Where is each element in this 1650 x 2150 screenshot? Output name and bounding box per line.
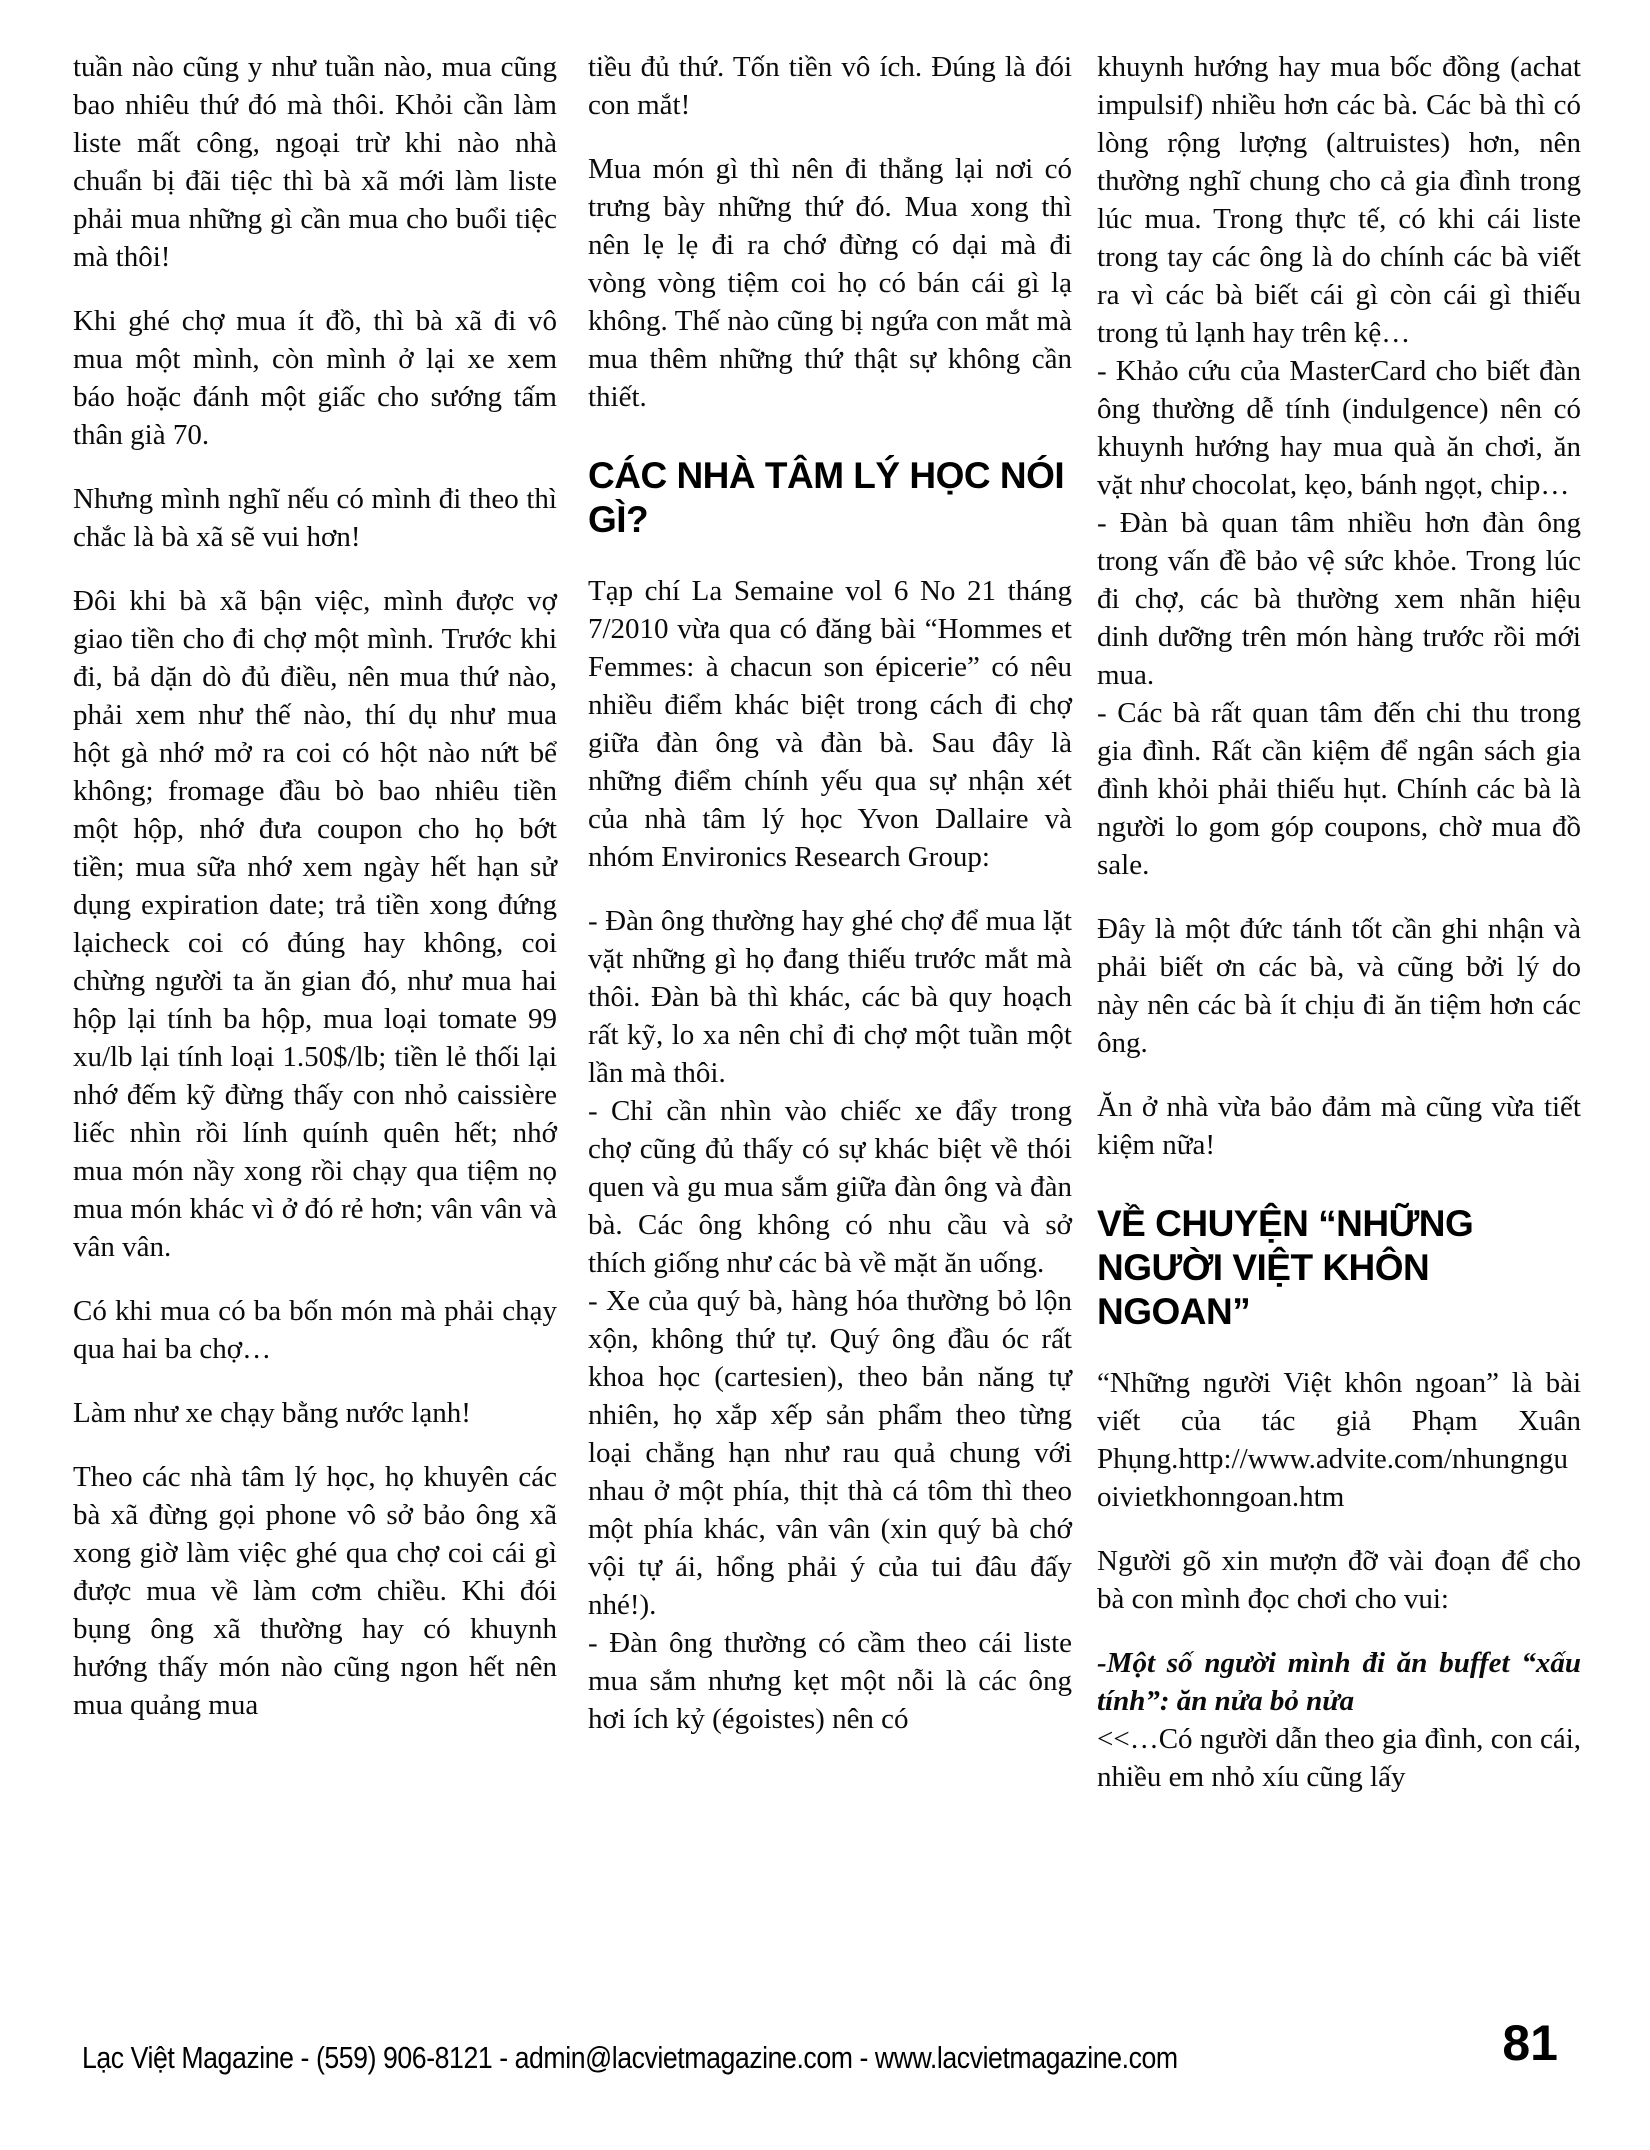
- list-paragraph: - Đàn bà quan tâm nhiều hơn đàn ông trong vấn đề bảo vệ sức khỏe. Trong lúc đi chợ, các bà thường xem nhãn hiệu dinh dưỡng trên món hàng trước rồi mới mua.: [1097, 507, 1581, 691]
- section-heading-psychologists: CÁC NHÀ TÂM LÝ HỌC NÓI GÌ?: [588, 455, 1065, 540]
- body-paragraph: Làm như xe chạy bằng nước lạnh!: [73, 1397, 471, 1429]
- body-paragraph: Người gõ xin mượn đỡ vài đoạn để cho bà con mình đọc chơi cho vui:: [1097, 1545, 1581, 1615]
- body-paragraph: <<…Có người dẫn theo gia đình, con cái, nhiều em nhỏ xíu cũng lấy: [1097, 1723, 1581, 1793]
- list-paragraph: - Chỉ cần nhìn vào chiếc xe đẩy trong chợ cũng đủ thấy có sự khác biệt về thói quen và gu mua sắm giữa đàn ông và đàn bà. Các ông không có nhu cầu và sở thích giống như các bà về mặt ăn uống.: [588, 1095, 1072, 1279]
- subtitle-bold-italic: -Một số người mình đi ăn buffet “xấu tính”: ăn nửa bỏ nửa: [1097, 1647, 1581, 1717]
- text-column-1: [73, 48, 557, 1724]
- list-paragraph: - Đàn ông thường hay ghé chợ để mua lặt vặt những gì họ đang thiếu trước mắt mà thôi. Đàn bà thì khác, các bà quy hoạch rất kỹ, lo xa nên chỉ đi chợ một tuần một lần mà thôi.: [588, 905, 1072, 1089]
- body-paragraph: Ăn ở nhà vừa bảo đảm mà cũng vừa tiết kiệm nữa!: [1097, 1091, 1581, 1161]
- body-paragraph: Theo các nhà tâm lý học, họ khuyên các bà xã đừng gọi phone vô sở bảo ông xã xong giờ làm việc ghé qua chợ coi cái gì được mua về làm cơm chiều. Khi đói bụng ông xã thường hay có khuynh hướng thấy món nào cũng ngon hết nên mua quảng mua: [73, 1461, 557, 1721]
- list-paragraph: - Xe của quý bà, hàng hóa thường bỏ lộn xộn, không thứ tự. Quý ông đầu óc rất khoa học (cartesien), theo bản năng tự nhiên, họ xắp xếp sản phẩm theo từng loại chẳng hạn như rau quả chung với nhau ở một phía, thịt thà cá tôm thì theo một phía khác, vân vân (xin quý bà chớ vội tự ái, hổng phải ý của tui đâu đấy nhé!).: [588, 1285, 1072, 1621]
- list-paragraph: - Khảo cứu của MasterCard cho biết đàn ông thường dễ tính (indulgence) nên có khuynh hướng hay mua quà ăn chơi, ăn vặt như chocolat, kẹo, bánh ngọt, chip…: [1097, 355, 1581, 501]
- body-paragraph: tuần nào cũng y như tuần nào, mua cũng bao nhiêu thứ đó mà thôi. Khỏi cần làm liste mất công, ngoại trừ khi nào nhà chuẩn bị đãi tiệc thì bà xã mới làm liste phải mua những gì cần mua cho buổi tiệc mà thôi!: [73, 51, 557, 273]
- body-paragraph: Có khi mua có ba bốn món mà phải chạy qua hai ba chợ…: [73, 1295, 557, 1365]
- page-number: 81: [1502, 2015, 1558, 2071]
- body-paragraph: Khi ghé chợ mua ít đồ, thì bà xã đi vô mua một mình, còn mình ở lại xe xem báo hoặc đánh một giấc cho sướng tấm thân già 70.: [73, 305, 557, 451]
- body-paragraph: Nhưng mình nghĩ nếu có mình đi theo thì chắc là bà xã sẽ vui hơn!: [73, 483, 557, 553]
- list-paragraph: - Đàn ông thường có cầm theo cái liste mua sắm nhưng kẹt một nỗi là các ông hơi ích kỷ (égoistes) nên có: [588, 1627, 1072, 1735]
- body-paragraph: Mua món gì thì nên đi thẳng lại nơi có trưng bày những thứ đó. Mua xong thì nên lẹ lẹ đi ra chớ đừng có dại mà đi vòng vòng tiệm coi họ có bán cái gì lạ không. Thế nào cũng bị ngứa con mắt mà mua thêm những thứ thật sự không cần thiết.: [588, 153, 1072, 413]
- text-column-2: [588, 48, 1072, 1738]
- body-paragraph-with-url: “Những người Việt khôn ngoan” là bài viết của tác giả Phạm Xuân Phụng.http://www.advite.com/nhungnguoivietkhonngoan.htm: [1097, 1367, 1581, 1513]
- body-paragraph: tiều đủ thứ. Tốn tiền vô ích. Đúng là đói con mắt!: [588, 51, 1072, 121]
- body-paragraph: khuynh hướng hay mua bốc đồng (achat impulsif) nhiều hơn các bà. Các bà thì có lòng rộng lượng (altruistes) hơn, nên thường nghĩ chung cho cả gia đình trong lúc mua. Trong thực tế, có khi cái liste trong tay các ông là do chính các bà viết ra vì các bà biết cái gì còn cái gì thiếu trong tủ lạnh hay trên kệ…: [1097, 51, 1581, 349]
- body-paragraph: Đôi khi bà xã bận việc, mình được vợ giao tiền cho đi chợ một mình. Trước khi đi, bả dặn dò đủ điều, nên mua thứ nào, phải xem như thế nào, thí dụ như mua hột gà nhớ mở ra coi có hột nào nứt bể không; fromage đầu bò bao nhiêu tiền một hộp, nhớ đưa coupon cho họ bớt tiền; mua sữa nhớ xem ngày hết hạn sử dụng expiration date; trả tiền xong đứng lạicheck coi có đúng hay không, coi chừng người ta ăn gian đó, như mua hai hộp lại tính ba hộp, mua loại tomate 99 xu/lb lại tính loại 1.50$/lb; tiền lẻ thối lại nhớ đếm kỹ đừng thấy con nhỏ caissière liếc nhìn rồi lính quính quên hết; nhớ mua món nầy xong rồi chạy qua tiệm nọ mua món khác vì ở đó rẻ hơn; vân vân và vân vân.: [73, 585, 557, 1263]
- footer-contact-line: Lạc Việt Magazine - (559) 906-8121 - admin@lacvietmagazine.com - www.lacvietmagazine.com: [82, 2040, 1178, 2075]
- body-paragraph: Đây là một đức tánh tốt cần ghi nhận và phải biết ơn các bà, và cũng bởi lý do này nên các bà ít chịu đi ăn tiệm hơn các ông.: [1097, 913, 1581, 1059]
- list-paragraph: - Các bà rất quan tâm đến chi thu trong gia đình. Rất cần kiệm để ngân sách gia đình khỏi phải thiếu hụt. Chính các bà là người lo gom góp coupons, chờ mua đồ sale.: [1097, 697, 1581, 881]
- section-heading-smart-vietnamese: VỀ CHUYỆN “NHỮNG NGƯỜI VIỆT KHÔN NGOAN”: [1097, 1203, 1474, 1332]
- text-column-3: [1097, 48, 1581, 1796]
- body-paragraph: Tạp chí La Semaine vol 6 No 21 tháng 7/2010 vừa qua có đăng bài “Hommes et Femmes: à chacun son épicerie” có nêu nhiều điểm khác biệt trong cách đi chợ giữa đàn ông và đàn bà. Sau đây là những điểm chính yếu qua sự nhận xét của nhà tâm lý học Yvon Dallaire và nhóm Environics Research Group:: [588, 575, 1072, 873]
